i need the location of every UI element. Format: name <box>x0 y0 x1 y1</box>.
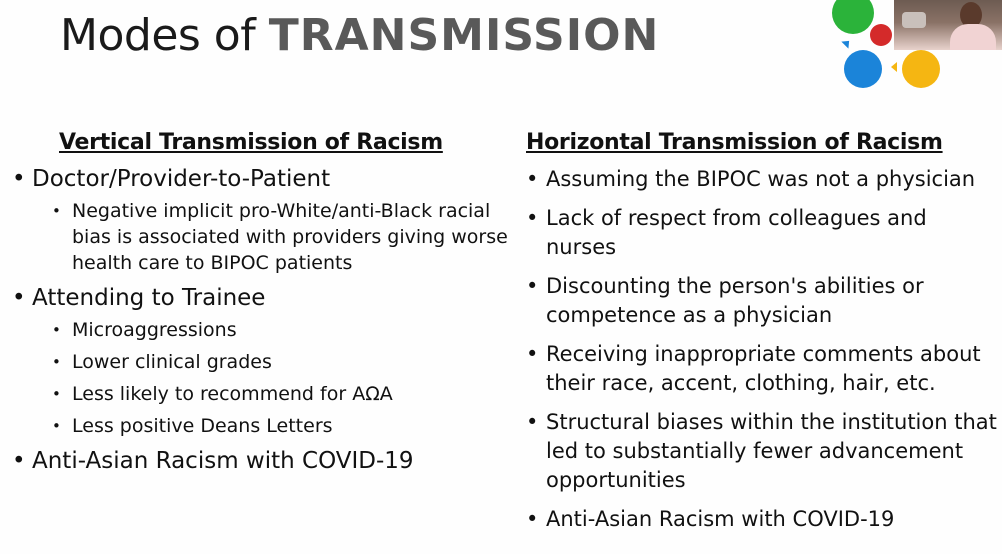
horizontal-list <box>526 165 1002 534</box>
list-item: • Lack of respect from colleagues and nurses <box>526 204 1002 262</box>
list-item: • Anti-Asian Racism with COVID-19 <box>12 447 512 476</box>
list-item: • Doctor/Provider-to-Patient <box>12 165 512 194</box>
sub-list-item: • Microaggressions <box>52 317 512 343</box>
sub-list-item: • Lower clinical grades <box>52 349 512 375</box>
diagram-arrow-icon <box>841 37 852 48</box>
vertical-transmission-column <box>12 130 512 476</box>
sub-list <box>52 317 512 439</box>
list-item: • Attending to Trainee <box>12 284 512 313</box>
vertical-heading: Vertical Transmission of Racism <box>59 130 443 155</box>
horizontal-heading: Horizontal Transmission of Racism <box>526 130 943 155</box>
diagram-circle-red <box>870 24 892 46</box>
sub-list-item: • Less likely to recommend for AΩA <box>52 381 512 407</box>
list-item: • Discounting the person's abilities or competence as a physician <box>526 272 1002 330</box>
list-item: • Structural biases within the institution that led to substantially fewer advancement opportunities <box>526 408 1002 495</box>
list-item: • Receiving inappropriate comments about their race, accent, clothing, hair, etc. <box>526 340 1002 398</box>
presenter-overlay <box>832 0 1002 92</box>
presenter-body <box>950 24 996 50</box>
sub-list-container <box>12 317 512 439</box>
horizontal-transmission-column <box>526 130 1002 544</box>
title-prefix: Modes of <box>60 10 256 61</box>
slide-title <box>60 10 659 61</box>
webcam-feed[interactable] <box>894 0 1002 50</box>
sub-list-item: • Less positive Deans Letters <box>52 413 512 439</box>
sub-list <box>52 198 512 276</box>
title-emphasis: TRANSMISSION <box>268 10 660 61</box>
list-item: • Assuming the BIPOC was not a physician <box>526 165 1002 194</box>
vertical-list <box>12 165 512 476</box>
sub-list-item: • Negative implicit pro-White/anti-Black racial bias is associated with providers giving worse health care to BIPOC patients <box>52 198 512 276</box>
background-object <box>902 12 926 28</box>
diagram-circle-blue <box>844 50 882 88</box>
diagram-circle-green <box>832 0 874 34</box>
list-item: • Anti-Asian Racism with COVID-19 <box>526 505 1002 534</box>
sub-list-container <box>12 198 512 276</box>
diagram-arrow-icon <box>891 62 897 72</box>
diagram-circle-orange <box>902 50 940 88</box>
